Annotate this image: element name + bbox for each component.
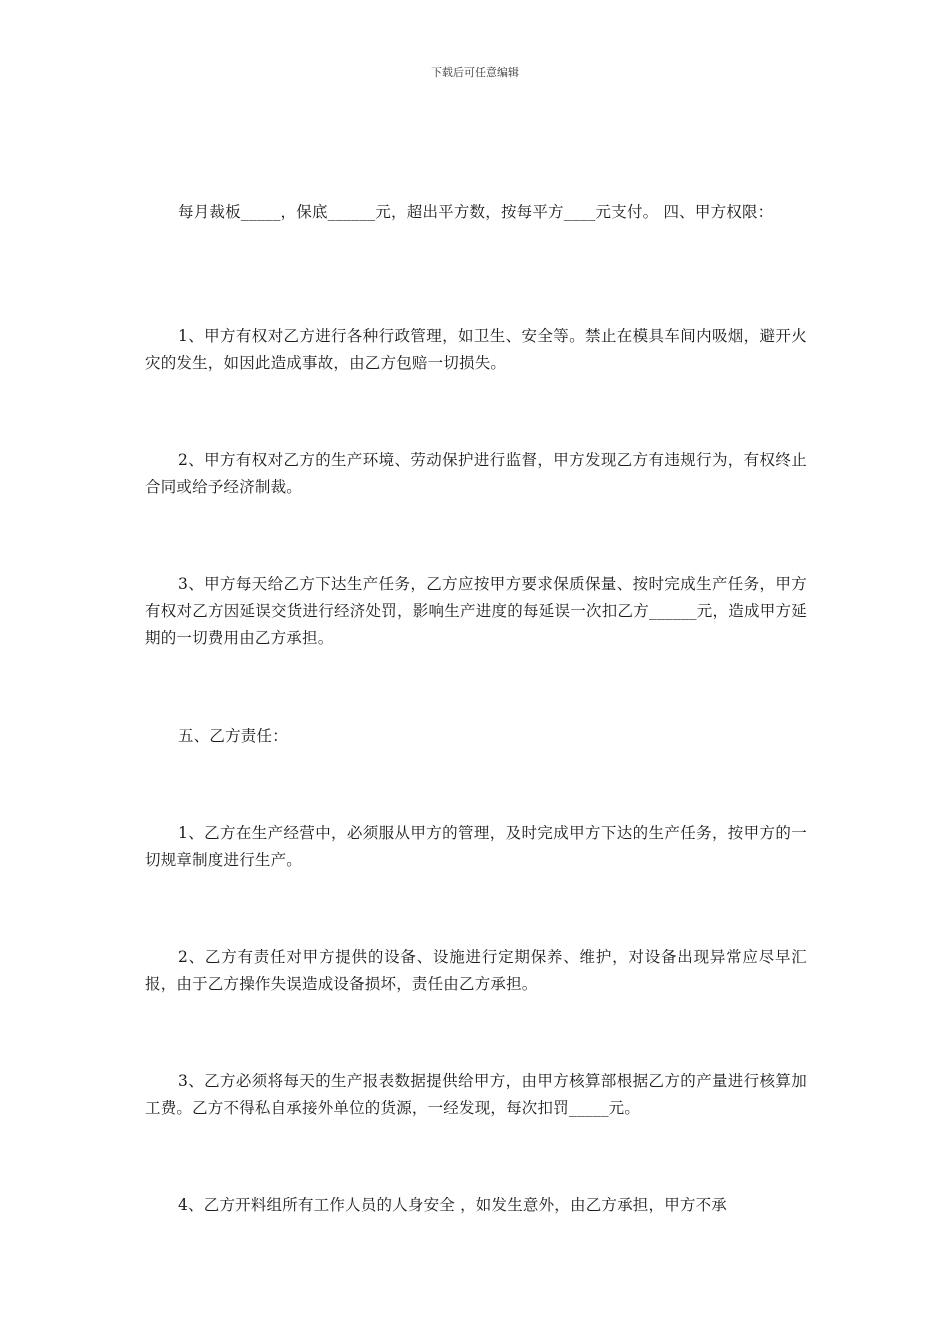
section-heading-party-b-responsibilities: 五、乙方责任： <box>178 727 288 745</box>
paragraph-party-a-right-2: 2、甲方有权对乙方的生产环境、劳动保护进行监督，甲方发现乙方有违规行为，有权终止合同或给予经济制裁。 <box>145 451 807 496</box>
paragraph-party-b-duty-2: 2、乙方有责任对甲方提供的设备、设施进行定期保养、维护，对设备出现异常应尽早汇报，由于乙方操作失误造成设备损坏，责任由乙方承担。 <box>145 948 807 993</box>
paragraph-party-b-duty-3: 3、乙方必须将每天的生产报表数据提供给甲方，由甲方核算部根据乙方的产量进行核算加工费。乙方不得私自承接外单位的货源，一经发现，每次扣罚_____元。 <box>145 1072 807 1117</box>
paragraph-party-a-right-1: 1、甲方有权对乙方进行各种行政管理，如卫生、安全等。禁止在模具车间内吸烟，避开火灾的发生，如因此造成事故，由乙方包赔一切损失。 <box>145 327 807 372</box>
page-header: 下载后可任意编辑 <box>431 66 519 79</box>
paragraph-party-b-duty-1: 1、乙方在生产经营中，必须服从甲方的管理，及时完成甲方下达的生产任务，按甲方的一切规章制度进行生产。 <box>145 824 807 869</box>
paragraph-party-a-right-3: 3、甲方每天给乙方下达生产任务，乙方应按甲方要求保质保量、按时完成生产任务，甲方有权对乙方因延误交货进行经济处罚，影响生产进度的每延误一次扣乙方______元，造成甲方延期的一切费用由乙方承担。 <box>145 575 807 647</box>
paragraph-monthly-cutting-terms: 每月裁板_____，保底______元，超出平方数，按每平方____元支付。 四、甲方权限： <box>178 203 774 221</box>
paragraph-party-b-duty-4: 4、乙方开料组所有工作人员的人身安全 ，如发生意外，由乙方承担，甲方不承 <box>178 1196 727 1214</box>
